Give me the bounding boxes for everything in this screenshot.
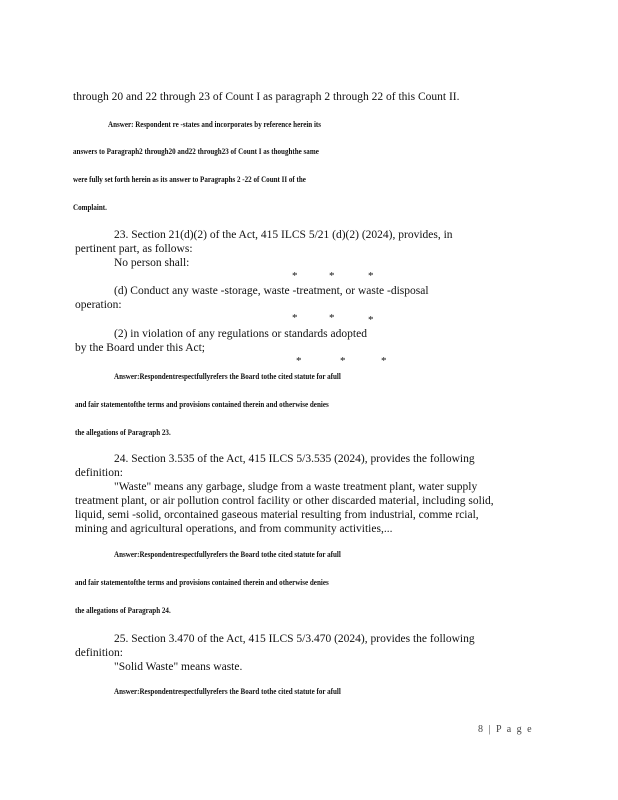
ellipsis-star: * <box>292 270 298 282</box>
text: operation: <box>75 299 122 311</box>
para-24-line-5 <box>75 508 479 522</box>
text: through 20 and 22 through 23 of Count I as paragraph 2 through 22 of this Count II. <box>73 91 460 103</box>
answer-1-line-1 <box>108 119 510 130</box>
text: pertinent part, as follows: <box>75 243 193 255</box>
text: "Solid Waste" means waste. <box>114 661 243 673</box>
answer-1-line-3 <box>73 174 508 185</box>
para-23-clause-d <box>114 284 429 298</box>
text: and fair statementofthe terms and provisions contained therein and otherwise denies <box>75 399 329 409</box>
para-24-line-1 <box>114 452 475 466</box>
para-25-line-1 <box>114 632 475 646</box>
para-23-clause-2 <box>114 327 367 341</box>
ellipsis-star: * <box>340 355 346 367</box>
text: "Waste" means any garbage, sludge from a waste treatment plant, water supply <box>114 481 478 493</box>
ellipsis-star: * <box>329 270 335 282</box>
answer-25-line-1 <box>114 686 341 697</box>
para-23-line-3 <box>114 256 189 270</box>
para-24-line-4 <box>75 494 494 508</box>
text: and fair statementofthe terms and provisions contained therein and otherwise denies <box>75 577 329 587</box>
text: the allegations of Paragraph 23. <box>75 427 171 437</box>
text: definition: <box>75 647 123 659</box>
para-23-operation <box>75 298 122 312</box>
text: answers to Paragraph2 through20 and22 through23 of Count I as thoughthe same <box>73 146 319 156</box>
text: mining and agricultural operations, and from community activities,... <box>75 523 393 535</box>
para-25-line-2 <box>75 646 123 660</box>
answer-1-line-2 <box>73 146 513 157</box>
answer-23-line-2 <box>75 399 329 410</box>
ellipsis-star: * <box>292 312 298 324</box>
ellipsis-star: * <box>368 270 374 282</box>
page-number: 8 | P a g e <box>478 724 534 735</box>
text: Answer:Respondentrespectfullyrefers the Board tothe cited statute for afull <box>114 371 341 381</box>
text: Complaint. <box>73 202 107 212</box>
para-25-line-3 <box>114 660 242 674</box>
para-23-line-1 <box>114 228 453 242</box>
text: the allegations of Paragraph 24. <box>75 605 171 615</box>
answer-24-line-3 <box>75 605 171 616</box>
text: (2) in violation of any regulations or standards adopted <box>114 328 367 340</box>
text: definition: <box>75 467 123 479</box>
ellipsis-star: * <box>381 355 387 367</box>
text: No person shall: <box>114 257 190 269</box>
text: (d) Conduct any waste -storage, waste -treatment, or waste -disposal <box>114 285 429 297</box>
text: Answer:Respondentrespectfullyrefers the Board tothe cited statute for afull <box>114 686 341 696</box>
text: 24. Section 3.535 of the Act, 415 ILCS 5/3.535 (2024), provides the following <box>114 453 475 465</box>
ellipsis-star: * <box>296 355 302 367</box>
text: Answer: Respondent re -states and incorporates by reference herein its <box>108 119 322 129</box>
ellipsis-star: * <box>329 312 335 324</box>
para-24-line-2 <box>75 466 123 480</box>
answer-23-line-3 <box>75 427 171 438</box>
para-24-line-3 <box>114 480 477 494</box>
para-24-line-6 <box>75 522 392 536</box>
para-23-line-2 <box>75 242 193 256</box>
text: 23. Section 21(d)(2) of the Act, 415 ILCS 5/21 (d)(2) (2024), provides, in <box>114 229 453 241</box>
text: 25. Section 3.470 of the Act, 415 ILCS 5/3.470 (2024), provides the following <box>114 633 475 645</box>
ellipsis-star: * <box>368 314 374 326</box>
answer-23-line-1 <box>114 371 341 382</box>
answer-1-line-4 <box>73 202 107 213</box>
text: were fully set forth herein as its answer to Paragraphs 2 -22 of Count II of the <box>73 174 306 184</box>
text: liquid, semi -solid, orcontained gaseous material resulting from industrial, comme rcial, <box>75 509 479 521</box>
text: by the Board under this Act; <box>75 342 205 354</box>
answer-24-line-2 <box>75 577 329 588</box>
para-23-clause-2-cont <box>75 341 205 355</box>
intro-line <box>73 90 477 104</box>
answer-24-line-1 <box>114 549 341 560</box>
text: treatment plant, or air pollution control facility or other discarded material, including solid, <box>75 495 494 507</box>
text: Answer:Respondentrespectfullyrefers the Board tothe cited statute for afull <box>114 549 341 559</box>
